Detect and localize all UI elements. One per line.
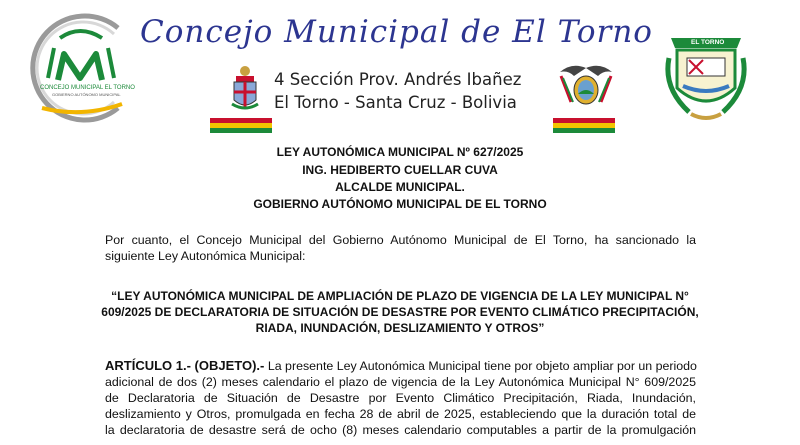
law-title-line: 609/2025 DE DECLARATORIA DE SITUACIÓN DE DESASTRE POR EVENTO CLIMÁTICO PRECIPITACIÓN, [101,305,699,319]
bolivia-shield-icon [553,62,619,114]
government-heading: GOBIERNO AUTÓNOMO MUNICIPAL DE EL TORNO [253,197,547,211]
left-logo-caption: CONCEJO MUNICIPAL EL TORNO [40,85,135,91]
law-title-line: RIADA, INUNDACIÓN, DESLIZAMIENTO Y OTROS” [255,321,545,335]
law-title-line: “LEY AUTONÓMICA MUNICIPAL DE AMPLIACIÓN DE PLAZO DE VIGENCIA DE LA LEY MUNICIPAL N° [111,289,689,303]
council-logo [22,8,140,123]
intro-line: siguiente Ley Autonómica Municipal: [105,249,306,263]
council-logo-graphic [22,8,140,123]
council-title: Concejo Municipal de El Torno [140,14,653,50]
mayor-name-heading: ING. HEDIBERTO CUELLAR CUVA [302,163,498,177]
article-1-line: de Declaratoria de Situación de Desastre por Evento Climático Precipitación, Riada, Inundación, [105,391,696,405]
article-1-label: ARTÍCULO 1.- (OBJETO).- [105,358,265,373]
article-1 [105,358,696,438]
right-seal-banner: EL TORNO [691,39,725,46]
article-1-line: la declaratoria de desastre será de ocho (8) meses calendario computables a partir de la promulgación [105,423,696,437]
subtitle-line2: El Torno - Santa Cruz - Bolivia [274,93,517,112]
intro-paragraph [105,232,696,264]
subtitle-line1: 4 Sección Prov. Andrés Ibañez [274,70,522,89]
article-1-first-line-text: La presente Ley Autonómica Municipal tiene por objeto ampliar por un periodo [267,359,697,373]
flag-bar-right [553,118,615,123]
article-1-line: adicional de dos (2) meses calendario el plazo de vigencia de la Ley Autonómica Municipal N° 609/2025 [105,375,696,389]
mayor-title-heading: ALCALDE MUNICIPAL. [335,180,465,194]
left-logo-subcaption: GOBIERNO AUTÓNOMO MUNICIPAL [52,92,121,97]
intro-line: Por cuanto, el Concejo Municipal del Gobierno Autónomo Municipal de El Torno, ha sancionado la [105,233,696,247]
flag-bar-left [210,118,272,123]
municipal-coat-of-arms-icon [230,64,260,112]
article-1-line: deslizamiento y Otros, promulgada en fecha 28 de abril de 2025, estableciendo que la duración total de [105,407,696,421]
law-title [100,288,700,336]
article-1-first-line [105,358,696,374]
law-number-heading: LEY AUTONÓMICA MUNICIPAL Nº 627/2025 [276,145,524,159]
